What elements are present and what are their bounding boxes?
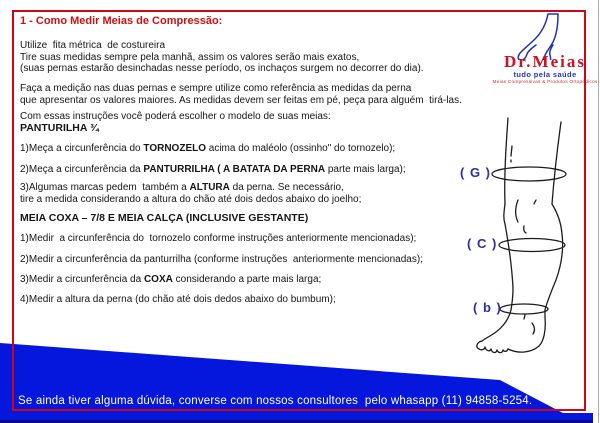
coxa-item-3-term: COXA	[143, 274, 173, 285]
pant-item-1-pre: 1)Meça a circunferência do	[20, 143, 144, 154]
ankle-ring-label: ( b )	[473, 300, 502, 315]
section-heading-meia-coxa: MEIA COXA – 7/8 E MEIA CALÇA (INCLUSIVE GESTANTE)	[20, 212, 309, 224]
intro-line-3: (suas pernas estarão desinchadas nesse período, os inchaços surgem no decorrer do dia).	[20, 63, 424, 74]
measure-note-line-1: Faça a medição nas duas pernas e sempre utilize como referência as medidas da perna	[20, 83, 412, 94]
coxa-item-4: 4)Medir a altura da perna (do chão até dois dedos abaixo do bumbum);	[20, 294, 336, 305]
pant-item-3-line-2: tire a medida considerando a altura do chão até dois dedos abaixo do joelho;	[20, 193, 362, 205]
coxa-item-3	[20, 274, 321, 286]
section-heading-panturilha: PANTURILHA ¾	[20, 121, 99, 134]
choose-model-line: Com essas instruções você poderá escolher o modelo de suas meias:	[20, 111, 331, 122]
pant-item-3-term: ALTURA	[189, 182, 230, 193]
pant-item-3-pre: 3)Algumas marcas pedem também a	[20, 182, 190, 193]
coxa-item-3-post: considerando a parte mais larga;	[172, 274, 322, 285]
pant-item-2-post: parte mais larga);	[325, 164, 406, 175]
pant-item-1-post: acima do maléolo (ossinho" do tornozelo);	[206, 143, 396, 154]
brand-subtitle: Meias Compressivas & Produtos Ortopédicos	[492, 80, 598, 85]
leg-measurement-diagram	[428, 116, 600, 366]
pant-item-2-term: PANTURRILHA ( A BATATA DA PERNA	[143, 164, 326, 175]
pant-item-2-pre: 2)Meça a circunferência da	[20, 164, 144, 175]
measure-note-line-2: que apresentar os valores maiores. As medidas devem ser feitas em pé, peça para alguém tirá-las.	[20, 94, 462, 106]
coxa-item-2: 2)Medir a circunferência da panturrilha (conforme instruções anteriormente mencionadas);	[20, 254, 423, 265]
pant-item-2	[20, 164, 406, 176]
calf-ring-label: ( C )	[467, 236, 498, 251]
pant-item-3-line-1	[20, 182, 344, 194]
pant-item-1	[20, 143, 395, 155]
brand-name: Dr.Meias	[504, 52, 586, 71]
intro-line-2: Tire suas medidas sempre pela manhã, assim os valores serão mais exatos,	[20, 51, 360, 63]
brand-tagline: tudo pela saúde	[513, 70, 577, 79]
coxa-item-3-pre: 3)Medir a circunferência da	[20, 274, 144, 285]
coxa-item-1: 1)Medir a circunferência do tornozelo conforme instruções anteriormente mencionadas);	[20, 233, 417, 244]
pant-item-1-term: TORNOZELO	[143, 143, 206, 154]
footer-contact-text: Se ainda tiver alguma dúvida, converse com nossos consultores pelo whasapp (11) 94858-5254.	[18, 395, 533, 407]
thigh-ring-label: ( G )	[460, 165, 491, 180]
pant-item-3-post: da perna. Se necessário,	[229, 182, 344, 193]
page-edge-line	[598, 0, 599, 423]
intro-line-1: Utilize fita métrica de costureira	[20, 40, 166, 51]
page-title: 1 - Como Medir Meias de Compressão:	[20, 15, 223, 27]
